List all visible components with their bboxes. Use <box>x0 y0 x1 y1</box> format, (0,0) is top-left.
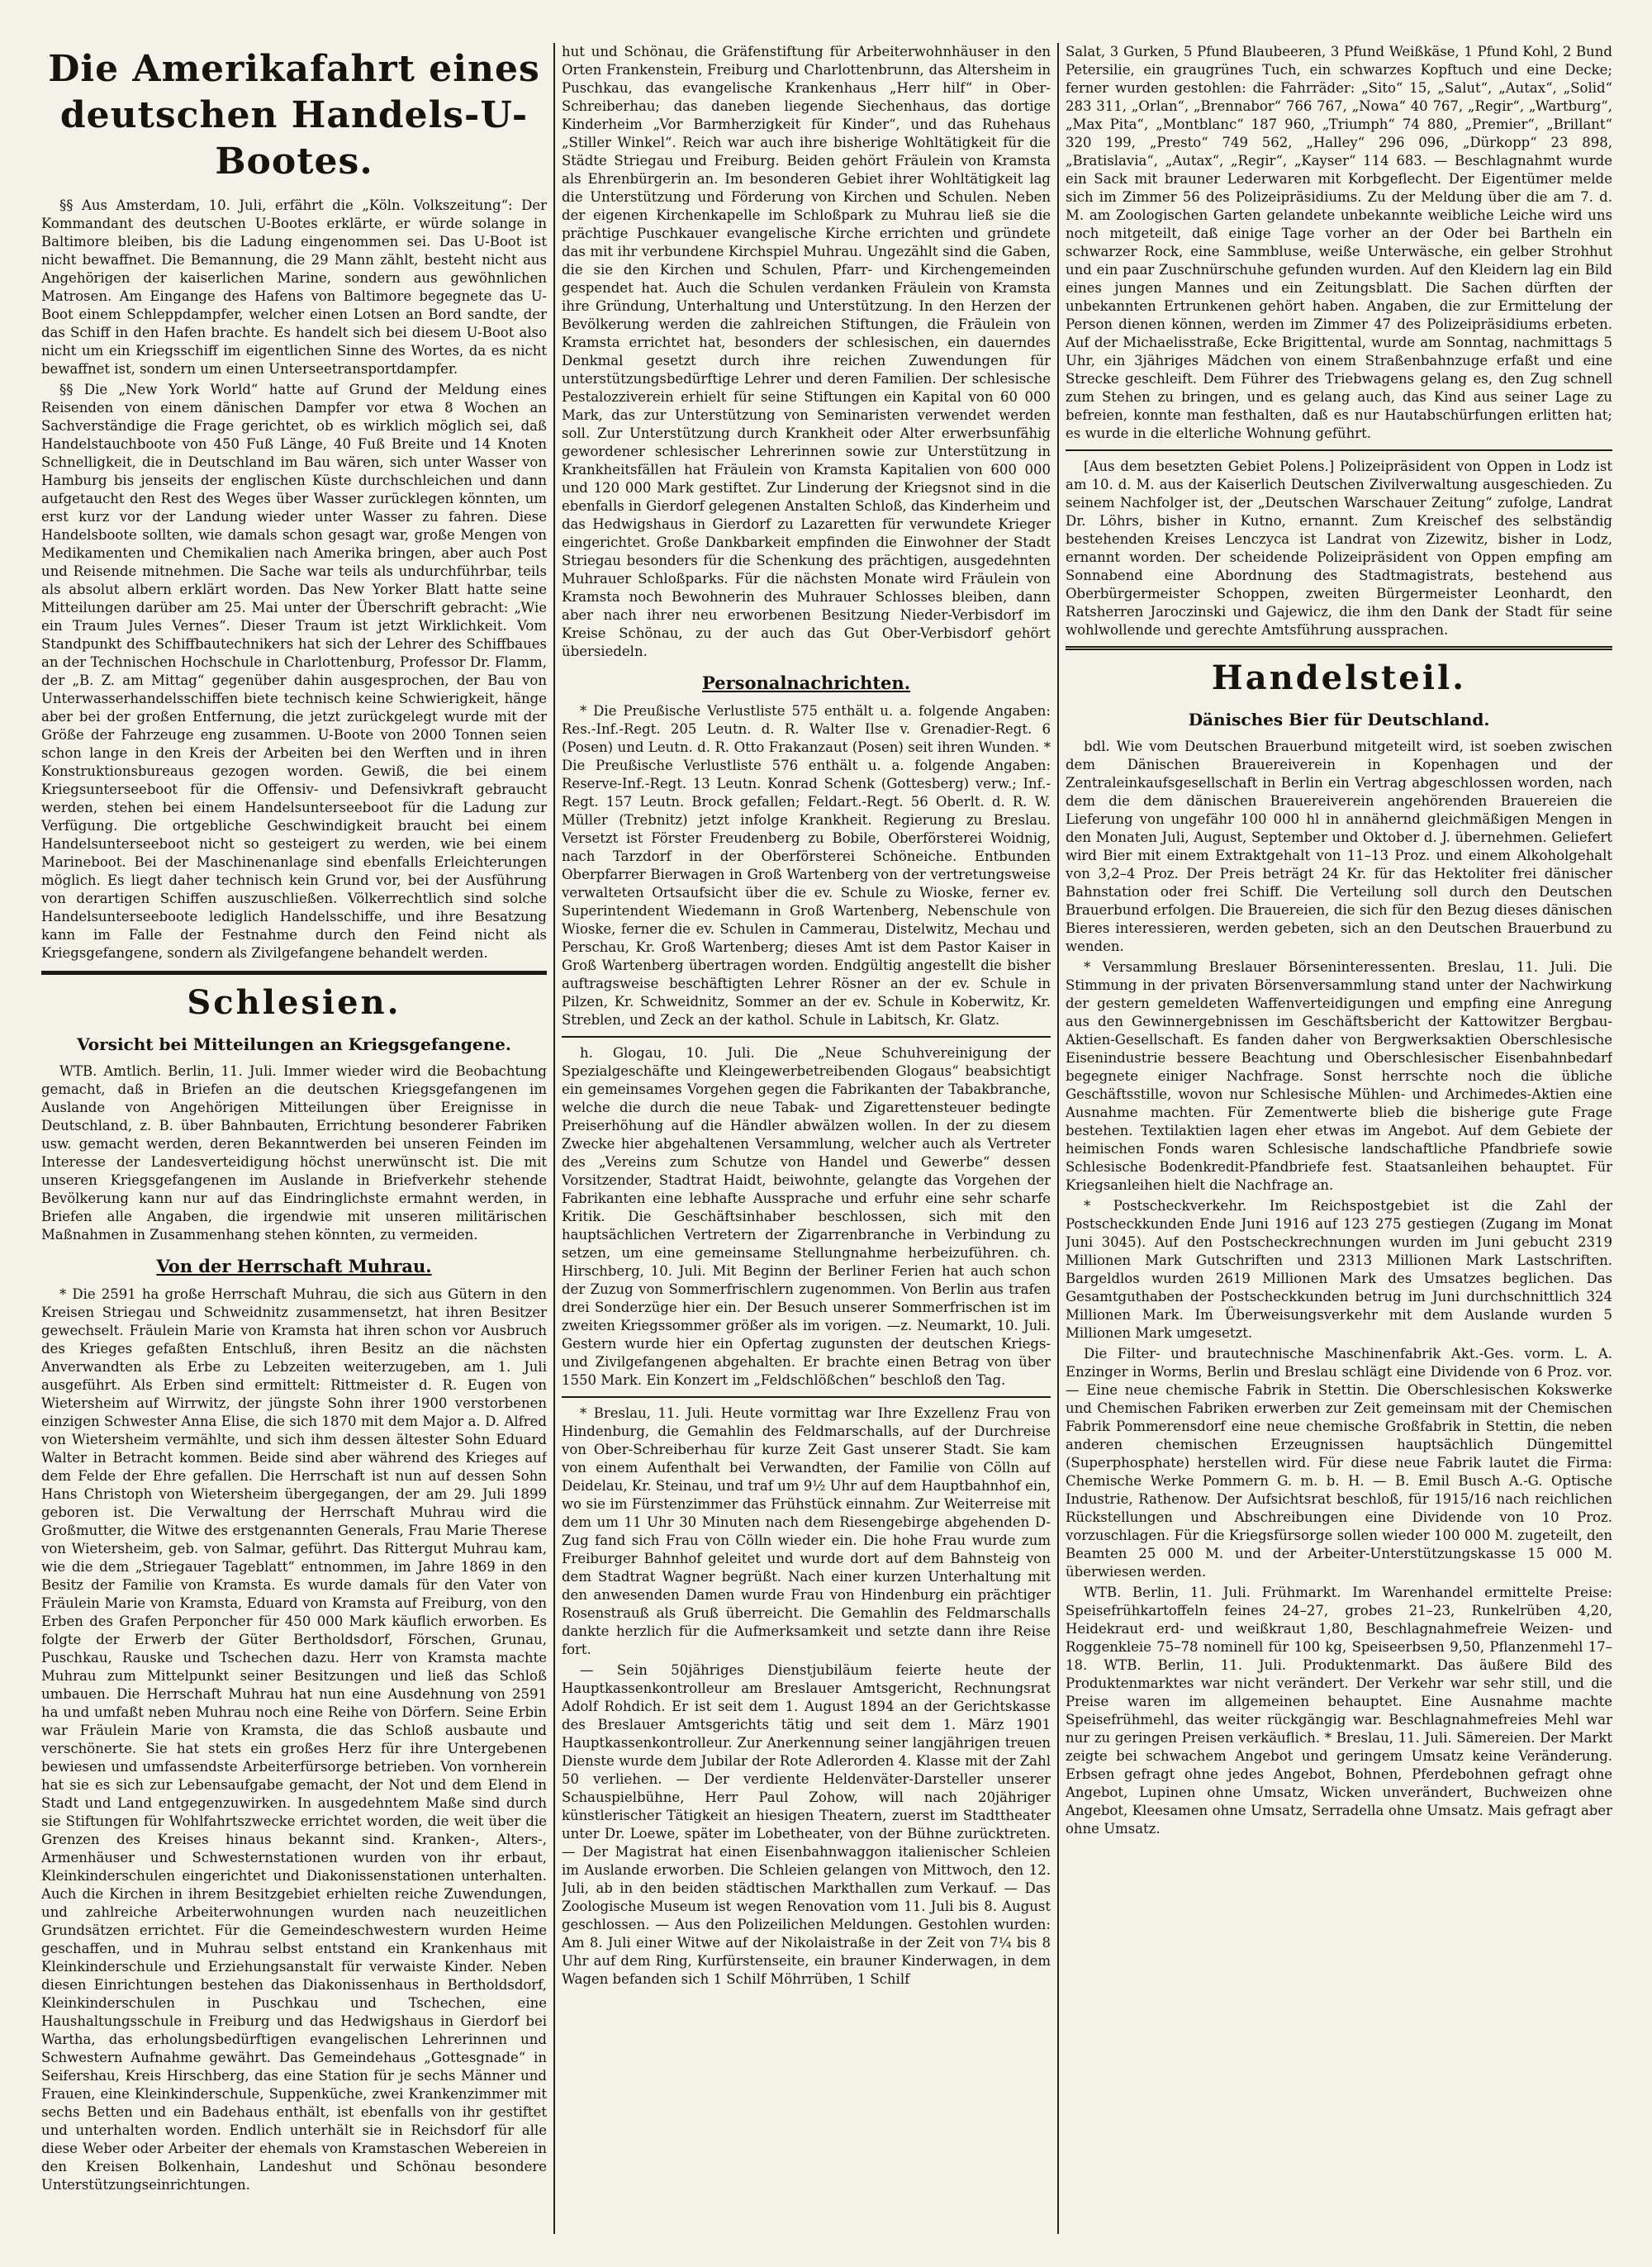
section-divider <box>1066 646 1612 650</box>
section-title-schlesien: Schlesien. <box>187 983 401 1022</box>
article-paragraph: * Die 2591 ha große Herrschaft Muhrau, die sich aus Gütern in den Kreisen Striegau und Schweidnitz zusammensetzt, hat ihren Besitzer gewechselt. Fräulein Marie von Kramsta hat ihren schon vor Ausbruch des Krieges gefaßten Entschluß, ihren Besitz an die nächsten Anverwandten als Erbe zu Lebzeiten weiterzugeben, am 1. Juli ausgeführt. Als Erben sind ermittelt: Rittmeister d. R. Eugen von Wietersheim auf Wirrwitz, der jüngste Sohn ihrer 1900 verstorbenen einzigen Schwester Anna Elise, die sich 1870 mit dem Major a. D. Alfred von Wietersheim vermählte, und sich ihm dessen ältester Sohn Eduard Walter in Betracht kommen. Beide sind aber während des Krieges auf dem Felde der Ehre gefallen. Die Herrschaft ist nun auf dessen Sohn Hans Christoph von Wietersheim übergegangen, der am 29. Juli 1899 geboren ist. Die Verwaltung der Herrschaft Muhrau wird die Großmutter, die Witwe des erstgenannten Generals, Frau Marie Therese von Wietersheim, geb. von Salmar, geführt. Das Rittergut Muhrau kam, wie die dem „Striegauer Tageblatt“ entnommen, im Jahre 1869 in den Besitz der Familie von Kramsta. Es wurde damals für den Vater von Fräulein Marie von Kramsta, Eduard von Kramsta auf Freiburg, von den Erben des Grafen Perponcher für 450 000 Mark käuflich erworben. Es folgte der Erwerb der Güter Bertholdsdorf, Förschen, Grunau, Puschkau, Rauske und Tschechen dazu. Herr von Kramsta machte Muhrau zum Mittelpunkt seiner Besitzungen und ließ das Schloß umbauen. Die Herrschaft Muhrau hat nun eine Ausdehnung von 2591 ha und umfaßt neben Muhrau noch eine Reihe von Dörfern. Seine Erbin war Fräulein Marie von Kramsta, die das Schloß ausbaute und verschönerte. Sie hat stets ein großes Herz für ihre Untergebenen bewiesen und umfassendste Arbeiterfürsorge betrieben. Von vornherein hat sie es sich zur Lebensaufgabe gemacht, der Not und dem Elend in Stadt und Land entgegenzuwirken. In ausgedehntem Maße sind durch sie Stiftungen für Wohlfahrtszwecke errichtet worden, die weit über die Grenzen des Kreises hinaus bekannt sind. Kranken-, Alters-, Armenhäuser und Schwesternstationen wurden von ihr erbaut, Kleinkinderschulen eingerichtet und Diakonissenstationen unterhalten. Auch die Kirchen in ihrem Besitzgebiet erhielten reiche Zuwendungen, und zahlreiche Arbeiterwohnungen wurden nach neuzeitlichen Grundsätzen errichtet. Für die Gemeindeschwestern wurden Heime geschaffen, und in Muhrau selbst entstand ein Krankenhaus mit Kleinkinderschule und Erziehungsanstalt für verwaiste Kinder. Neben diesen Einrichtungen bestehen das Diakonissenhaus in Bertholdsdorf, Kleinkinderschulen in Puschkau und Tschechen, eine Haushaltungsschule in Freiburg und das Hedwigshaus in Gierdorf bei Wartha, das erholungsbedürftigen evangelischen Lehrerinnen und Schwestern Aufnahme gewährt. Das Gemeindehaus „Gottesgnade“ in Seifershau, Kreis Hirschberg, das eine Station für je sechs Männer und Frauen, eine Kleinkinderschule, Suppenküche, zwei Krankenzimmer mit sechs Betten und ein Badehaus enthält, ist ebenfalls von ihr gestiftet und unterhalten worden. Endlich unterhält sie in Reichsdorf für alle diese Weber oder Arbeiter der ehemals von Kramstaschen Webereien in den Kreisen Bolkenhain, Landeshut und Schönau besondere Unterstützungseinrichtungen. <box>41 1286 547 2193</box>
column-rule <box>1057 43 1059 2234</box>
article-paragraph: * Die Preußische Verlustliste 575 enthält u. a. folgende Angaben: Res.-Inf.-Regt. 205 Leutn. d. R. Walter Ilse v. Grenadier-Regt. 6 (Posen) und Leutn. d. R. Otto Frakanzaut (Posen) seit ihren Wunden. * Die Preußische Verlustliste 576 enthält u. a. folgende Angaben: Reserve-Inf.-Regt. 13 Leutn. Konrad Schenk (Gottesberg) verw.; Inf.-Regt. 157 Leutn. Brock gefallen; Feldart.-Regt. 56 Oberlt. d. R. W. Müller (Trebnitz) jetzt infolge Krankheit. Regierung zu Breslau. Versetzt ist Förster Freudenberg zu Bobile, Oberförsterei Woidnig, nach Tarzdorf in der Oberförsterei Schöneiche. Entbunden Oberpfarrer Bierwagen in Groß Wartenberg von der vertretungsweise verwalteten Ortsaufsicht über die ev. Schule zu Wioske, ferner ev. Superintendent Wiedemann in Groß Wartenberg, Nebenschule von Wioske, ferner die ev. Schulen in Cammerau, Distelwitz, Mechau und Perschau, Kr. Groß Wartenberg; dieses Amt ist dem Pastor Kaiser in Groß Wartenberg übertragen worden. Endgültig angestellt die bisher auftragsweise beschäftigten Lehrer Rösner an der ev. Schule in Pilzen, Kr. Schweidnitz, Sommer an der ev. Schule in Koberwitz, Kr. Streblen, und Zeck an der kathol. Schule in Labitsch, Kr. Glatz. <box>562 703 1051 1028</box>
column-1 <box>41 43 547 2234</box>
article-paragraph: h. Glogau, 10. Juli. Die „Neue Schuhvereinigung der Spezialgeschäfte und Kleingewerbetreibenden Glogaus“ beabsichtigt ein gemeinsames Vorgehen gegen die Fabrikanten der Tabakbranche, welche die durch die neue Tabak- und Zigarettensteuer bedingte Preiserhöhung auf die Händler abwälzen wollen. In der zu diesem Zwecke hier abgehaltenen Versammlung, welcher auch als Vertreter des „Vereins zum Schutze von Handel und Gewerbe“ dessen Vorsitzender, Stadtrat Haidt, beiwohnte, gelangte das Vorgehen der Fabrikanten eine lebhafte Aussprache und erfuhr eine sehr scharfe Kritik. Die Geschäftsinhaber beschlossen, sich mit den hauptsächlichen Vertretern der Zigarrenbranche in Verbindung zu setzen, um eine gemeinsame Stellungnahme herbeizuführen. ch. Hirschberg, 10. Juli. Mit Beginn der Berliner Ferien hat auch schon der Zuzug von Sommerfrischlern zugenommen. Von Berlin aus trafen drei Sonderzüge hier ein. Der Besuch unserer Sommerfrischen ist im zweiten Kriegssommer größer als im vorigen. —z. Neumarkt, 10. Juli. Gestern wurde hier ein Opfertag zugunsten der deutschen Kriegs- und Zivilgefangenen abgehalten. Er brachte einen Betrag von über 1550 Mark. Ein Konzert im „Feldschlößchen“ beschloß den Tag. <box>562 1045 1051 1388</box>
article-paragraph: — Sein 50jähriges Dienstjubiläum feierte heute der Hauptkassenkontrolleur am Breslauer Amtsgericht, Rechnungsrat Adolf Rohdich. Er ist seit dem 1. August 1894 an der Gerichtskasse des Breslauer Amtsgerichts tätig und seit dem 1. März 1901 Hauptkassenkontrolleur. Zur Anerkennung seiner langjährigen treuen Dienste wurde dem Jubilar der Rote Adlerorden 4. Klasse mit der Zahl 50 verliehen. — Der verdiente Heldenväter-Darsteller unserer Schauspielbühne, Herr Paul Zohow, will nach 20jähriger künstlerischer Tätigkeit an hiesigen Theatern, zuerst im Stadttheater unter Dr. Loewe, später im Lobetheater, von der Bühne zurücktreten. — Der Magistrat hat einen Eisenbahnwaggon italienischer Schleien im Auslande erworben. Die Schleien gelangen von Mittwoch, den 12. Juli, ab in den beiden städtischen Markthallen zum Verkauf. — Das Zoologische Museum ist wegen Renovation vom 11. Juli bis 8. August geschlossen. — Aus den Polizeilichen Meldungen. Gestohlen wurden: Am 8. Juli einer Witwe auf der Nikolaistraße in der Zeit von 7¼ bis 8 Uhr auf dem Ring, Kurfürstenseite, ein brauner Kinderwagen, in dem Wagen befanden sich 1 Schilf Möhrrüben, 1 Schilf <box>562 1662 1051 1987</box>
article-title-bier: Dänisches Bier für Deutschland. <box>1188 710 1490 730</box>
article-title-vorsicht: Vorsicht bei Mitteilungen an Kriegsgefangene. <box>77 1034 511 1054</box>
article-paragraph: [Aus dem besetzten Gebiet Polens.] Polizeipräsident von Oppen in Lodz ist am 10. d. M. aus der Kaiserlich Deutschen Zivilverwaltung ausgeschieden. Zu seinem Nachfolger ist, der „Deutschen Warschauer Zeitung“ zufolge, Landrat Dr. Löhrs, bisher in Kutno, ernannt. Zum Kreischef des selbständig bestehenden Kreises Lenczyca ist Landrat von Zizewitz, bisher in Lodz, ernannt worden. Der scheidende Polizeipräsident von Oppen empfing am Sonnabend eine Abordnung des Stadtmagistrats, bestehend aus Oberbürgermeister Schoppen, zweiten Bürgermeister Leonhardt, den Ratsherren Jaroczinski und Gajewicz, die ihm den Dank der Stadt für seine wohlwollende und gerechte Amtsführung aussprachen. <box>1066 459 1612 638</box>
divider <box>562 1396 1051 1398</box>
column-rule <box>553 43 555 2234</box>
article-paragraph: * Versammlung Breslauer Börseninteressenten. Breslau, 11. Juli. Die Stimmung in der privaten Börsenversammlung stand unter der Nachwirkung der gestern gemeldeten Waffenverteidigungen und empfing eine Anregung aus den Gewinnergebnissen im Geschäftsbericht der Kattowitzer Bergbau-Aktien-Gesellschaft. Es fanden daher von Bergwerksaktien Oberschlesische Eisenindustrie bessere Beachtung und Oberschlesischer Eisenbahnbedarf begegnete einiger Nachfrage. Sonst herrschte noch die übliche Geschäftsstille, wovon nur Schlesische Mühlen- und Archimedes-Aktien eine Ausnahme machten. Für Zementwerte blieb die bisherige gute Frage bestehen. Textilaktien lagen eher etwas im Angebot. Auf dem Gebiete der heimischen Fonds waren Schlesische landschaftliche Pfandbriefe sowie Schlesische Bodenkredit-Pfandbriefe fest. Staatsanleihen behauptet. Für Kriegsanleihen hielt die Nachfrage an. <box>1066 959 1612 1193</box>
article-paragraph: hut und Schönau, die Gräfenstiftung für Arbeiterwohnhäuser in den Orten Frankenstein, Freiburg und Charlottenbrunn, das Altersheim in Puschkau, das evangelische Krankenhaus „Herr hilf“ in Ober-Schreiberhau; das daneben liegende Siechenhaus, das dortige Kinderheim „Vor Barmherzigkeit für Kinder“, und das Ruhehaus „Stiller Winkel“. Reich war auch ihre bisherige Wohltätigkeit für die Städte Striegau und Freiburg. Beiden gehört Fräulein von Kramsta als Ehrenbürgerin an. Im besonderen Gebiet ihrer Wohltätigkeit lag die Unterstützung und Förderung von Kirchen und Schulen. Neben der eigenen Kirchenkapelle im Schloßpark zu Muhrau ließ sie die prächtige Puschkauer evangelische Kirche errichten und gründete das mit ihr verbundene Kirchspiel Muhrau. Ungezählt sind die Gaben, die sie den Kirchen und Schulen, Pfarr- und Kirchengemeinden gespendet hat. Auch die Schulen verdanken Fräulein von Kramsta ihre Gründung, Unterhaltung und Unterstützung. In den Herzen der Bevölkerung werden die zahlreichen Stiftungen, die Fräulein von Kramsta errichtet hat, besonders der schlesischen, ein dauerndes Denkmal gesetzt durch ihre reichen Zuwendungen für unterstützungsbedürftige Lehrer und deren Familien. Der schlesische Pestalozziverein erhielt für seine Stiftungen ein Kapital von 60 000 Mark, das zur Unterstützung von Seminaristen verwendet werden soll. Zur Unterstützung durch Krankheit oder Alter erwerbsunfähig gewordener schlesischer Lehrerinnen sowie zur Unterstützung in Krankheitsfällen hat Fräulein von Kramsta Kapitalien von 600 000 und 120 000 Mark gestiftet. Zur Linderung der Kriegsnot sind in die ebenfalls in Gierdorf gelegenen Anstalten Schloß, das Kinderheim und das Hedwigshaus in Gierdorf zu Lazaretten für verwundete Krieger eingerichtet. Große Dankbarkeit empfinden die Einwohner der Stadt Striegau besonders für die Schenkung des prächtigen, ausgedehnten Muhrauer Schloßparks. Für die nächsten Monate wird Fräulein von Kramsta noch Bewohnerin des Muhrauer Schlosses bleiben, dann aber nach ihrer neu erworbenen Besitzung Nieder-Verbisdorf im Kreise Schönau, zu der auch das Gut Ober-Verbisdorf gehört übersiedeln. <box>562 44 1051 659</box>
section-divider <box>41 971 547 975</box>
column-3 <box>1066 43 1612 2234</box>
article-paragraph: §§ Aus Amsterdam, 10. Juli, erfährt die „Köln. Volkszeitung“: Der Kommandant des deutschen U-Bootes erklärte, er würde solange in Baltimore bleiben, bis die Ladung eingenommen sei. Das U-Boot ist nicht bewaffnet. Die Bemannung, die 29 Mann zählt, besteht nicht aus Angehörigen der kaiserlichen Marine, sondern aus gewöhnlichen Matrosen. Am Eingange des Hafens von Baltimore begegnete das U-Boot einem Schleppdampfer, welcher einen Lotsen an Bord sandte, der das Schiff in den Hafen brachte. Es handelt sich bei diesem U-Boot also nicht um ein Kriegsschiff im eigentlichen Sinne des Wortes, da es nicht bewaffnet ist, sondern um einen Unterseetransportdampfer. <box>41 197 547 377</box>
article-paragraph: bdl. Wie vom Deutschen Brauerbund mitgeteilt wird, ist soeben zwischen dem Dänischen Brauereiverein in Kopenhagen und der Zentraleinkaufsgesellschaft in Berlin ein Vertrag abgeschlossen worden, nach dem die dem dänischen Brauereiverein angehörenden Brauereien die Lieferung von ungefähr 100 000 hl in annähernd gleichmäßigen Mengen in den Monaten Juli, August, September und Oktober d. J. übernehmen. Geliefert wird Bier mit einem Extraktgehalt von 11–13 Proz. und einem Alkoholgehalt von 3,2–4 Proz. Der Preis beträgt 24 Kr. für das Hektoliter frei dänischer Bahnstation oder frei Schiff. Die Verteilung soll durch den Deutschen Brauerbund erfolgen. Die Brauereien, die sich für den Bezug dieses dänischen Bieres interessieren, werden gebeten, sich an den Deutschen Brauerbund zu wenden. <box>1066 739 1612 954</box>
article-paragraph: §§ Die „New York World“ hatte auf Grund der Meldung eines Reisenden von einem dänischen Dampfer vor etwa 8 Wochen an Sachverständige die Frage gerichtet, ob es wirklich möglich sei, daß Handelstauchboote von 450 Fuß Länge, 40 Fuß Breite und 14 Knoten Schnelligkeit, die in Deutschland im Bau wären, sich unter Wasser von Hamburg bis jenseits der englischen Küste durchschleichen und dann aufgetaucht den Rest des Weges über Wasser zurücklegen könnten, um erst kurz vor der Landung wieder unter Wasser zu fahren. Diese Handelsboote sollten, wie damals schon gesagt war, große Mengen von Medikamenten und Chemikalien nach Amerika bringen, aber auch Post und Reisende mitnehmen. Die Sache war teils als undurchführbar, teils als absolut albern erklärt worden. Das New Yorker Blatt hatte seine Mitteilungen darüber am 25. Mai unter der Überschrift gebracht: „Wie ein Traum Jules Vernes“. Dieser Traum ist jetzt Wirklichkeit. Vom Standpunkt des Schiffbautechnikers hat sich der Lehrer des Schiffbaues an der Technischen Hochschule in Charlottenburg, Professor Dr. Flamm, der „B. Z. am Mittag“ gegenüber dahin ausgesprochen, der Bau von Unterwasserhandelsschiffen biete technisch keine Schwierigkeit, hänge aber bei der großen Entfernung, die jetzt zurückgelegt wurde mit der Größe der Fahrzeuge eng zusammen. U-Boote von 2000 Tonnen seien schon lange in den Kreis der Arbeiten bei den Werften und in ihren Konstruktionsbureaus gezogen worden. Gewiß, die bei einem Kriegsunterseeboot für die Offensiv- und Defensivkraft gebraucht werden, stehen bei einem Handelsunterseeboot für die Ladung zur Verfügung. Die ortgebliche Geschwindigkeit braucht bei einem Handelsunterseeboot nicht so gesteigert zu werden, wie bei einem Marineboot. Bei der Maschinenanlage sind ebenfalls Erleichterungen möglich. Es liegt daher technisch kein Grund vor, bei der Ausführung von derartigen Schiffen auszuschließen. Völkerrechtlich sind solche Handelsunterseeboote lediglich Handelsschiffe, und ihre Besatzung kann im Falle der Festnahme durch den Feind nicht als Kriegsgefangene, sondern als Zivilgefangene behandelt werden. <box>41 382 547 961</box>
divider <box>1066 449 1612 451</box>
article-paragraph: Die Filter- und brautechnische Maschinenfabrik Akt.-Ges. vorm. L. A. Enzinger in Worms, Berlin und Breslau schlägt eine Dividende von 6 Proz. vor. — Eine neue chemische Fabrik in Stettin. Die Oberschlesischen Kokswerke und Chemischen Fabriken erwerben zur Zeit gemeinsam mit der Chemischen Fabrik Pommerensdorf eine neue chemische Großfabrik in Stettin, die neben anderen chemischen Erzeugnissen hauptsächlich Düngemittel (Superphosphate) herstellen wird. Für diese neue Fabrik lautet die Firma: Chemische Werke Pommern G. m. b. H. — B. Emil Busch A.-G. Optische Industrie, Rathenow. Der Aufsichtsrat beschloß, für 1915/16 nach reichlichen Rückstellungen und Abschreibungen eine Dividende von 10 Proz. vorzuschlagen. Für die Kriegsfürsorge sollen wieder 100 000 M. zugeteilt, den Beamten 25 000 M. und der Arbeiter-Unterstützungskasse 15 000 M. überwiesen werden. <box>1066 1346 1612 1580</box>
headline-uboot: Die Amerikafahrt eines deutschen Handels-U-Bootes. <box>48 48 540 183</box>
article-paragraph: WTB. Amtlich. Berlin, 11. Juli. Immer wieder wird die Beobachtung gemacht, daß in Briefen an die deutschen Kriegsgefangenen im Auslande von Angehörigen Mitteilungen über Ereignisse in Deutschland, z. B. über Bahnbauten, Errichtung besonderer Fabriken usw. gemacht werden, deren Bekanntwerden bei unseren Feinden im Interesse der Landesverteidigung höchst unerwünscht ist. Die mit unseren Kriegsgefangenen im Auslande in Briefverkehr stehende Bevölkerung kann nur auf das Eindringlichste ermahnt werden, in Briefen alle Angaben, die irgendwie mit unseren militärischen Maßnahmen in Zusammenhang stehen könnten, zu vermeiden. <box>41 1063 547 1243</box>
section-title-handel: Handelsteil. <box>1211 658 1467 697</box>
column-2 <box>562 43 1051 2234</box>
article-paragraph: * Breslau, 11. Juli. Heute vormittag war Ihre Exzellenz Frau von Hindenburg, die Gemahlin des Feldmarschalls, auf der Durchreise von Ober-Schreiberhau für kurze Zeit Gast unserer Stadt. Sie kam von einem Aufenthalt bei Verwandten, der Familie von Cölln auf Deidelau, Kr. Steinau, und traf um 9½ Uhr auf dem Hauptbahnhof ein, wo sie im Fürstenzimmer das Frühstück einnahm. Zur Weiterreise mit dem um 11 Uhr 30 Minuten nach dem Riesengebirge abgehenden D-Zug fand sich Frau von Cölln wieder ein. Die hohe Frau wurde zum Freiburger Bahnhof geleitet und wurde dort auf dem Bahnsteig von dem Stadtrat Wagner begrüßt. Nach einer kurzen Unterhaltung mit den anwesenden Damen wurde Frau von Hindenburg ein prächtiger Rosenstrauß als Gruß überreicht. Die Gemahlin des Feldmarschalls dankte herzlich für die Aufmerksamkeit und setzte dann ihre Reise fort. <box>562 1405 1051 1657</box>
article-title-personal: Personalnachrichten. <box>702 672 910 693</box>
article-paragraph: * Postscheckverkehr. Im Reichspostgebiet ist die Zahl der Postscheckkunden Ende Juni 1916 auf 123 275 gestiegen (Zugang im Monat Juni 3045). Auf den Postscheckrechnungen wurden im Juni gebucht 2319 Millionen Mark Gutschriften und 2313 Millionen Mark Lastschriften. Bargeldlos wurden 2619 Millionen Mark des Umsatzes beglichen. Das Gesamtguthaben der Postscheckkunden betrug im Juni durchschnittlich 324 Millionen Mark. Im Überweisungsverkehr mit dem Auslande wurden 5 Millionen Mark umgesetzt. <box>1066 1198 1612 1341</box>
article-paragraph: Salat, 3 Gurken, 5 Pfund Blaubeeren, 3 Pfund Weißkäse, 1 Pfund Kohl, 2 Bund Petersilie, ein graugrünes Tuch, ein schwarzes Kopftuch und eine Decke; ferner wurden gestohlen: die Fahrräder: „Sito“ 15, „Salut“, „Autax“, „Solid“ 283 311, „Orlan“, „Brennabor“ 766 767, „Nowa“ 40 767, „Regir“, „Wartburg“, „Max Pita“, „Montblanc“ 187 960, „Triumph“ 74 880, „Premier“, „Brillant“ 320 199, „Presto“ 749 562, „Halley“ 296 096, „Dürkopp“ 23 898, „Bratislavia“, „Autax“, „Regir“, „Kayser“ 114 683. — Beschlagnahmt wurde ein Sack mit brauner Lederwaren mit Korbgeflecht. Der Eigentümer melde sich im Zimmer 56 des Polizeipräsidiums. Zu der Meldung über die am 7. d. M. am Zoologischen Garten gelandete unbekannte weibliche Leiche wird uns noch mitgeteilt, daß einige Tage vorher an der Oder bei Bartheln ein schwarzer Rock, eine Sammbluse, weiße Unterwäsche, ein gelber Strohhut und ein paar Zuschnürschuhe gefunden wurden. Auf den Kleidern lag ein Bild eines jungen Mannes und ein Zeitungsblatt. Die Sachen dürften der unbekannten Ertrunkenen gehört haben. Angaben, die zur Ermittelung der Person dienen können, werden im Zimmer 47 des Polizeipräsidiums erbeten. Auf der Michaelisstraße, Ecke Brigittental, wurde am Sonntag, nachmittags 5 Uhr, ein 3jähriges Mädchen von einem Straßenbahnzuge erfaßt und eine Strecke geschleift. Dem Führer des Triebwagens gelang es, den Zug schnell zum Stehen zu bringen, und es gelang auch, das Kind aus seiner Lage zu befreien, konnte man festhalten, daß es nur Hautabschürfungen erlitten hat; es wurde in die elterliche Wohnung geführt. <box>1066 44 1612 441</box>
article-title-muhrau: Von der Herrschaft Muhrau. <box>156 1256 432 1276</box>
divider <box>562 1036 1051 1038</box>
article-paragraph: WTB. Berlin, 11. Juli. Frühmarkt. Im Warenhandel ermittelte Preise: Speisefrühkartoffeln feines 24–27, grobes 21–23, Runkelrüben 4,20, Heidekraut erd- und weißkraut 1,80, Beschlagnahmefreie Weizen- und Roggenkleie 75–78 nominell für 100 kg, Speiseerbsen 9,50, Pflanzenmehl 17–18. WTB. Berlin, 11. Juli. Produktenmarkt. Das äußere Bild des Produktenmarktes war nicht verändert. Der Verkehr war sehr still, und die Preise waren im allgemeinen behauptet. Eine Ausnahme machte Speisefrühmehl, das weiter rückgängig war. Beschlagnahmefreies Mehl war nur zu geringen Preisen verkäuflich. * Breslau, 11. Juli. Sämereien. Der Markt zeigte bei schwachem Angebot und geringem Umsatz keine Veränderung. Erbsen gefragt ohne jedes Angebot, Bohnen, Pferdebohnen gefragt ohne Angebot, Lupinen ohne Umsatz, Wicken unverändert, Buchweizen ohne Angebot, Kleesamen ohne Umsatz, Serradella ohne Umsatz. Mais gefragt aber ohne Umsatz. <box>1066 1585 1612 1837</box>
